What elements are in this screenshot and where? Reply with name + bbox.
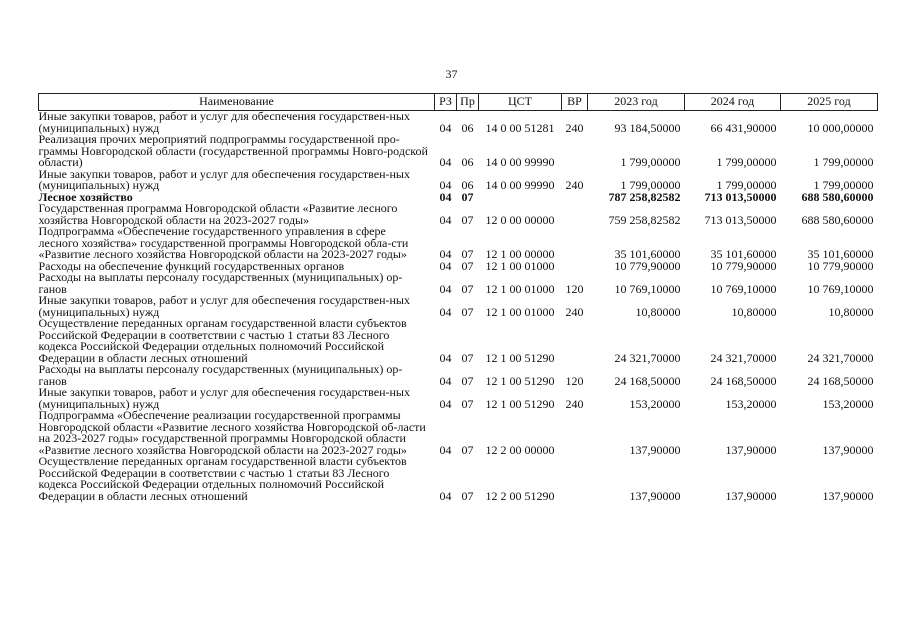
cell-pr: 07 — [461, 488, 474, 503]
cell-y2025: 24 168,50000 — [807, 373, 874, 388]
header-rz: РЗ — [435, 94, 457, 111]
header-2025: 2025 год — [781, 94, 878, 111]
cell-y2023: 137,90000 — [629, 442, 681, 457]
cell-pr: 07 — [461, 304, 474, 319]
cell-vr — [562, 192, 588, 204]
cell-vr — [562, 410, 588, 456]
cell-cst: 12 1 00 51290 — [485, 396, 555, 411]
cell-name: Расходы на выплаты персоналу государственных (муниципальных) ор-ганов — [38, 362, 403, 388]
table-row — [39, 203, 878, 226]
cell-pr: 06 — [461, 120, 474, 135]
cell-vr — [562, 456, 588, 502]
cell-y2024: 66 431,90000 — [710, 120, 777, 135]
cell-rz: 04 — [439, 304, 452, 319]
cell-name: Осуществление переданных органам государственной власти субъектов Российской Федерации в соответствии с частью 1 статьи 83 Лесного кодекса Российской Федерации отдельных полномочий Российской Федерации в области лесных отношений — [38, 316, 407, 365]
table-row — [39, 456, 878, 502]
cell-rz: 04 — [439, 373, 452, 388]
cell-y2023: 35 101,60000 — [614, 247, 681, 261]
cell-pr: 07 — [461, 212, 474, 227]
cell-pr: 06 — [461, 178, 474, 192]
cell-pr: 07 — [461, 373, 474, 388]
cell-y2023: 1 799,00000 — [620, 155, 681, 169]
table-row — [39, 134, 878, 169]
header-pr: Пр — [457, 94, 479, 111]
cell-cst: 14 0 00 51281 — [485, 120, 555, 135]
cell-y2024: 10 769,10000 — [710, 281, 777, 296]
header-name: Наименование — [39, 94, 435, 111]
cell-y2025: 24 321,70000 — [807, 350, 874, 365]
cell-vr — [562, 318, 588, 364]
cell-y2023: 759 258,82582 — [608, 212, 681, 227]
cell-rz: 04 — [439, 258, 452, 273]
header-row — [39, 94, 878, 111]
cell-rz: 04 — [439, 281, 452, 296]
cell-y2025: 153,20000 — [822, 396, 874, 411]
header-vr: ВР — [562, 94, 588, 111]
cell-y2024: 24 168,50000 — [710, 373, 777, 388]
cell-rz: 04 — [439, 396, 452, 411]
cell-vr: 240 — [565, 178, 584, 192]
table-row — [39, 169, 878, 192]
cell-name: Реализация прочих мероприятий подпрограммы государственной про-граммы Новгородской области (государственной программы Новго-родской области) — [38, 132, 428, 169]
cell-cst: 12 1 00 01000 — [485, 281, 555, 296]
table-row — [39, 364, 878, 387]
cell-vr: 240 — [565, 396, 584, 411]
cell-name: Иные закупки товаров, работ и услуг для обеспечения государствен-ных (муниципальных) нужд — [38, 293, 410, 319]
cell-y2024: 1 799,00000 — [716, 155, 777, 169]
page-number: 37 — [445, 67, 458, 81]
cell-y2025: 10 769,10000 — [807, 281, 874, 296]
cell-y2024: 10 779,90000 — [710, 258, 777, 273]
table-row — [39, 272, 878, 295]
cell-cst: 12 1 00 51290 — [485, 373, 555, 388]
cell-cst: 14 0 00 99990 — [485, 155, 555, 169]
cell-y2024: 24 321,70000 — [710, 350, 777, 365]
cell-cst: 12 1 00 01000 — [485, 258, 555, 273]
cell-y2025: 35 101,60000 — [807, 247, 874, 261]
cell-cst: 12 0 00 00000 — [485, 212, 555, 227]
cell-y2025: 688 580,60000 — [801, 212, 874, 227]
cell-y2024: 153,20000 — [725, 396, 777, 411]
cell-rz: 04 — [439, 488, 452, 503]
cell-rz: 04 — [439, 120, 452, 135]
table-row — [39, 318, 878, 364]
budget-table — [38, 93, 878, 502]
cell-cst: 12 2 00 00000 — [485, 442, 555, 457]
cell-y2025: 137,90000 — [822, 442, 874, 457]
cell-name: Иные закупки товаров, работ и услуг для обеспечения государствен-ных (муниципальных) нужд — [38, 166, 410, 192]
cell-pr: 07 — [461, 442, 474, 457]
cell-vr — [562, 134, 588, 169]
cell-y2024: 1 799,00000 — [716, 178, 777, 192]
cell-y2025: 1 799,00000 — [813, 178, 874, 192]
cell-y2023: 10 779,90000 — [614, 258, 681, 273]
cell-y2023: 137,90000 — [629, 488, 681, 503]
cell-name: Подпрограмма «Обеспечение реализации государственной программы Новгородской области «Развитие лесного хозяйства Новгородской об-ласти на 2023-2027 годы» государственной программы Новгородской области «Развитие лесного хозяйства Новгородской области на 2023-2027 годы» — [38, 408, 426, 457]
cell-name: Лесное хозяйство — [38, 189, 133, 204]
cell-name: Расходы на выплаты персоналу государственных (муниципальных) ор-ганов — [38, 270, 403, 296]
cell-vr: 240 — [565, 120, 584, 135]
cell-name: Расходы на обеспечение функций государственных органов — [38, 258, 345, 273]
cell-y2024: 137,90000 — [725, 442, 777, 457]
cell-vr: 120 — [565, 373, 584, 388]
cell-y2024: 137,90000 — [725, 488, 777, 503]
cell-y2024: 713 013,50000 — [704, 212, 777, 227]
cell-y2023: 153,20000 — [629, 396, 681, 411]
cell-name: Государственная программа Новгородской области «Развитие лесного хозяйства Новгородской области на 2023-2027 годы» — [38, 201, 398, 227]
cell-cst: 14 0 00 99990 — [485, 178, 555, 192]
cell-y2023: 24 168,50000 — [614, 373, 681, 388]
cell-y2023: 1 799,00000 — [620, 178, 681, 192]
cell-y2024: 713 013,50000 — [704, 189, 777, 204]
cell-cst: 12 1 00 01000 — [485, 304, 555, 319]
table-row — [39, 226, 878, 261]
cell-rz: 04 — [439, 189, 452, 204]
cell-vr — [562, 261, 588, 273]
cell-rz: 04 — [439, 212, 452, 227]
cell-rz: 04 — [439, 247, 452, 261]
cell-rz: 04 — [439, 155, 452, 169]
cell-cst: 12 2 00 51290 — [485, 488, 555, 503]
cell-pr: 06 — [461, 155, 474, 169]
cell-y2025: 10 779,90000 — [807, 258, 874, 273]
header-2023: 2023 год — [588, 94, 685, 111]
cell-y2023: 24 321,70000 — [614, 350, 681, 365]
cell-pr: 07 — [461, 258, 474, 273]
cell-rz: 04 — [439, 350, 452, 365]
cell-name: Подпрограмма «Обеспечение государственного управления в сфере лесного хозяйства» государственной программы Новгородской обла-сти «Развитие лесного хозяйства Новгородской области на 2023-2027 годы» — [38, 224, 409, 261]
cell-pr: 07 — [461, 189, 474, 204]
cell-name: Осуществление переданных органам государственной власти субъектов Российской Федерации в соответствии с частью 1 статьи 83 Лесного кодекса Российской Федерации отдельных полномочий Российской Федерации в области лесных отношений — [38, 454, 407, 503]
cell-cst: 12 1 00 51290 — [485, 350, 555, 365]
cell-y2024: 35 101,60000 — [710, 247, 777, 261]
table-row — [39, 295, 878, 318]
cell-y2024: 10,80000 — [731, 304, 777, 319]
cell-pr: 07 — [461, 247, 474, 261]
cell-rz: 04 — [439, 442, 452, 457]
header-cst: ЦСТ — [479, 94, 562, 111]
cell-y2025: 688 580,60000 — [801, 189, 874, 204]
table-row — [39, 387, 878, 410]
cell-pr: 07 — [461, 396, 474, 411]
cell-y2023: 787 258,82582 — [608, 189, 681, 204]
table-row — [39, 410, 878, 456]
cell-y2025: 10,80000 — [828, 304, 874, 319]
cell-y2023: 10 769,10000 — [614, 281, 681, 296]
cell-cst — [479, 192, 562, 204]
cell-name: Иные закупки товаров, работ и услуг для обеспечения государствен-ных (муниципальных) нужд — [38, 385, 410, 411]
cell-cst: 12 1 00 00000 — [485, 247, 555, 261]
header-2024: 2024 год — [685, 94, 781, 111]
cell-rz: 04 — [439, 178, 452, 192]
cell-vr: 240 — [565, 304, 584, 319]
cell-name: Иные закупки товаров, работ и услуг для обеспечения государствен-ных (муниципальных) нужд — [38, 109, 410, 135]
cell-vr: 120 — [565, 281, 584, 296]
cell-vr — [562, 226, 588, 261]
cell-y2025: 1 799,00000 — [813, 155, 874, 169]
cell-vr — [562, 203, 588, 226]
table-row — [39, 111, 878, 135]
cell-y2023: 10,80000 — [635, 304, 681, 319]
cell-pr: 07 — [461, 281, 474, 296]
cell-y2025: 137,90000 — [822, 488, 874, 503]
cell-pr: 07 — [461, 350, 474, 365]
cell-y2023: 93 184,50000 — [614, 120, 681, 135]
cell-y2025: 10 000,00000 — [807, 120, 874, 135]
